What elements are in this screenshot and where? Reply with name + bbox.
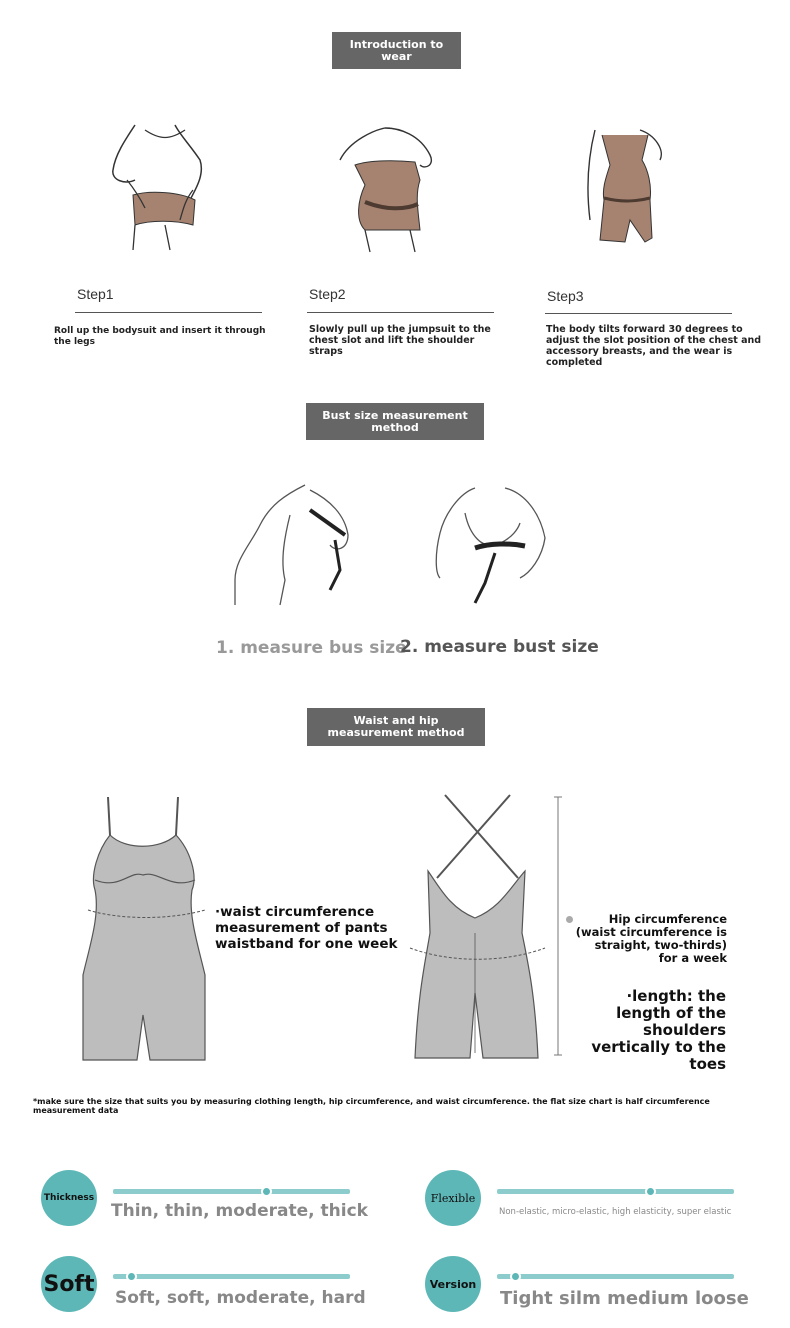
- version-badge: Version: [425, 1256, 481, 1312]
- waist-hip-banner: Waist and hip measurement method: [307, 708, 485, 746]
- step2-title: Step2: [309, 286, 346, 302]
- flexible-badge: Flexible: [425, 1170, 481, 1226]
- intro-banner: Introduction to wear: [332, 32, 461, 69]
- waist-note: ·waist circumference measurement of pants waistband for one week: [215, 904, 398, 952]
- flexible-marker: [645, 1186, 656, 1197]
- step2-divider: [307, 312, 494, 313]
- flexible-scale: Non-elastic, micro-elastic, high elasticity, super elastic: [499, 1207, 732, 1217]
- version-bar: [497, 1274, 734, 1279]
- soft-bar: [113, 1274, 350, 1279]
- step2-description: Slowly pull up the jumpsuit to the chest slot and lift the shoulder straps: [309, 324, 491, 357]
- bust-measure-front-illustration: [430, 483, 550, 608]
- step1-illustration: [105, 120, 215, 255]
- step1-divider: [75, 312, 262, 313]
- step3-illustration: [580, 120, 670, 255]
- step3-divider: [545, 313, 732, 314]
- step3-description: The body tilts forward 30 degrees to adjust the slot position of the chest and accessory breasts, and the wear is completed: [546, 324, 762, 368]
- length-guide: [553, 795, 565, 1057]
- thickness-badge: Thickness: [41, 1170, 97, 1226]
- bust-measure-side-illustration: [230, 480, 360, 610]
- thickness-scale: Thin, thin, moderate, thick: [111, 1201, 368, 1221]
- soft-marker: [126, 1271, 137, 1282]
- step2-illustration: [330, 120, 440, 255]
- soft-badge: Soft: [41, 1256, 97, 1312]
- version-scale: Tight silm medium loose: [500, 1288, 749, 1309]
- step1-title: Step1: [77, 286, 114, 302]
- soft-scale: Soft, soft, moderate, hard: [115, 1288, 366, 1308]
- flexible-bar: [497, 1189, 734, 1194]
- length-note: ·length: the length of the shoulders vertically to the toes: [591, 987, 726, 1073]
- bust-banner: Bust size measurement method: [306, 403, 484, 440]
- bust-label-second: 2. measure bust size: [400, 637, 599, 657]
- version-marker: [510, 1271, 521, 1282]
- step3-title: Step3: [547, 288, 584, 304]
- garment-front-illustration: [80, 795, 210, 1060]
- hip-note-dot: [566, 916, 573, 923]
- thickness-bar: [113, 1189, 350, 1194]
- thickness-marker: [261, 1186, 272, 1197]
- hip-note: Hip circumference (waist circumference is straight, two-thirds) for a week: [575, 912, 727, 965]
- size-footnote: *make sure the size that suits you by measuring clothing length, hip circumference, and waist circumference. the flat size chart is half circumference measurement data: [33, 1097, 710, 1115]
- bust-label-first: 1. measure bus size: [216, 638, 407, 658]
- garment-back-illustration: [410, 793, 545, 1058]
- step1-description: Roll up the bodysuit and insert it through the legs: [54, 326, 266, 347]
